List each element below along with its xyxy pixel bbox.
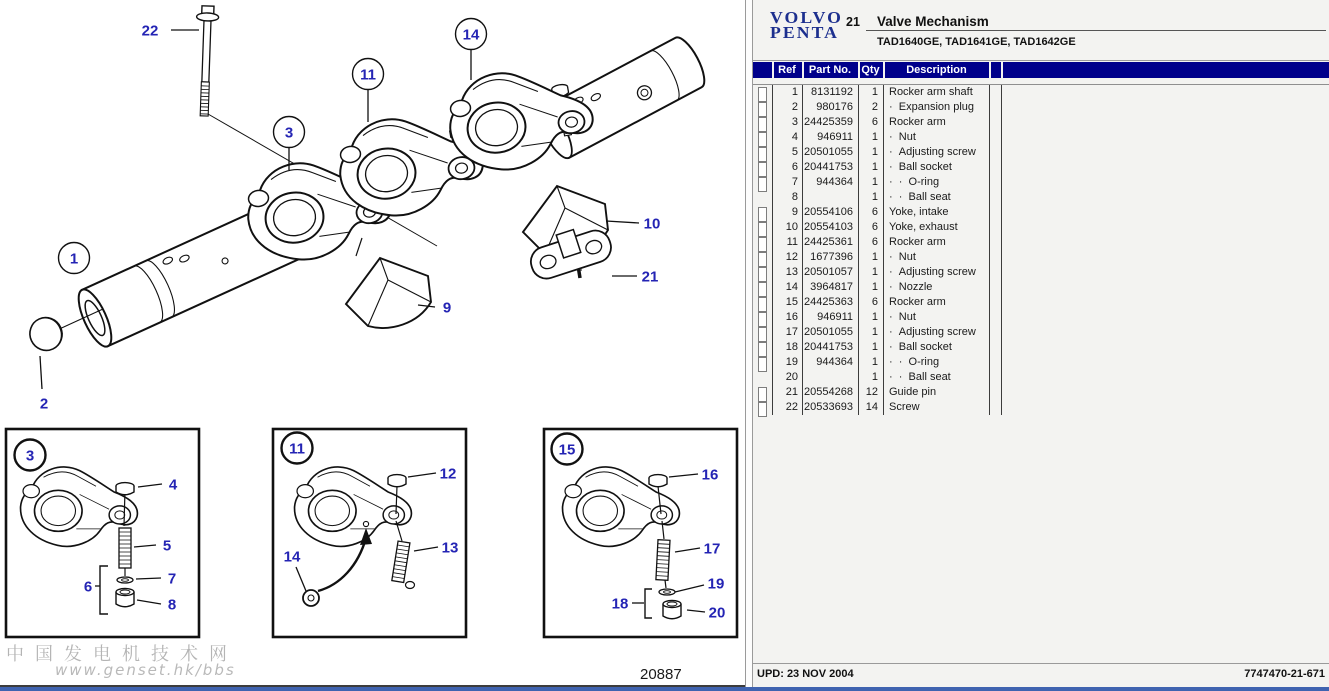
table-spacer-column bbox=[990, 85, 1002, 415]
footer-rule bbox=[753, 663, 1329, 664]
row-description: Rocker arm bbox=[883, 235, 990, 250]
row-ref: 10 bbox=[772, 220, 802, 235]
row-ref: 13 bbox=[772, 265, 802, 280]
row-qty: 6 bbox=[858, 115, 883, 130]
row-part-number: 944364 bbox=[802, 175, 858, 190]
row-description: · · O-ring bbox=[883, 175, 990, 190]
table-row bbox=[753, 145, 1013, 160]
row-qty: 14 bbox=[858, 400, 883, 415]
row-ref: 14 bbox=[772, 280, 802, 295]
row-qty: 1 bbox=[858, 280, 883, 295]
document-number: 7747470-21-671 bbox=[1244, 668, 1325, 680]
section-number: 21 bbox=[846, 15, 860, 29]
row-qty: 6 bbox=[858, 295, 883, 310]
row-part-number: 20501055 bbox=[802, 325, 858, 340]
row-part-number: 20501055 bbox=[802, 145, 858, 160]
row-ref: 6 bbox=[772, 160, 802, 175]
callout-label: 15 bbox=[558, 441, 576, 459]
callout-label: 10 bbox=[643, 215, 661, 233]
nozzle bbox=[303, 590, 319, 606]
row-qty: 1 bbox=[858, 370, 883, 385]
row-description: · Nut bbox=[883, 130, 990, 145]
row-description: Screw bbox=[883, 400, 990, 415]
row-description: · · Ball seat bbox=[883, 370, 990, 385]
row-checkbox[interactable] bbox=[758, 402, 767, 417]
callout-label: 14 bbox=[462, 26, 480, 44]
col-header-description: Description bbox=[906, 64, 967, 76]
row-qty: 1 bbox=[858, 310, 883, 325]
row-description: · Ball socket bbox=[883, 160, 990, 175]
callout-label: 19 bbox=[707, 575, 725, 593]
row-ref: 4 bbox=[772, 130, 802, 145]
table-row bbox=[753, 235, 1013, 250]
row-ref: 7 bbox=[772, 175, 802, 190]
row-ref: 3 bbox=[772, 115, 802, 130]
row-qty: 1 bbox=[858, 130, 883, 145]
row-ref: 18 bbox=[772, 340, 802, 355]
row-ref: 17 bbox=[772, 325, 802, 340]
table-row bbox=[753, 85, 1013, 100]
row-qty: 6 bbox=[858, 205, 883, 220]
callout-label: 6 bbox=[83, 578, 93, 596]
panel-divider bbox=[745, 0, 753, 691]
table-row bbox=[753, 115, 1013, 130]
row-ref: 19 bbox=[772, 355, 802, 370]
table-row bbox=[753, 220, 1013, 235]
row-description: Yoke, exhaust bbox=[883, 220, 990, 235]
watermark-text: 中国发电机技术网 bbox=[6, 644, 238, 665]
row-description: · · Ball seat bbox=[883, 190, 990, 205]
table-row bbox=[753, 250, 1013, 265]
table-row bbox=[753, 265, 1013, 280]
row-description: Rocker arm shaft bbox=[883, 85, 990, 100]
row-ref: 15 bbox=[772, 295, 802, 310]
callout-label: 16 bbox=[701, 466, 719, 484]
row-part-number: 20441753 bbox=[802, 340, 858, 355]
update-date: UPD: 23 NOV 2004 bbox=[757, 668, 854, 680]
row-qty: 1 bbox=[858, 355, 883, 370]
callout-leader bbox=[606, 221, 639, 223]
callout-label: 14 bbox=[283, 548, 301, 566]
row-part-number: 1677396 bbox=[802, 250, 858, 265]
row-description: Rocker arm bbox=[883, 295, 990, 310]
row-ref: 20 bbox=[772, 370, 802, 385]
callout-label: 9 bbox=[442, 299, 452, 317]
table-row bbox=[753, 340, 1013, 355]
callout-label: 8 bbox=[167, 596, 177, 614]
callout-label: 20 bbox=[708, 604, 726, 622]
callout-label: 5 bbox=[162, 537, 172, 555]
callout-label: 2 bbox=[39, 395, 49, 413]
table-row bbox=[753, 190, 1013, 205]
logo-line-penta: PENTA bbox=[770, 23, 840, 42]
row-ref: 5 bbox=[772, 145, 802, 160]
table-row bbox=[753, 295, 1013, 310]
row-ref: 16 bbox=[772, 310, 802, 325]
table-row bbox=[753, 370, 1013, 385]
callout-label: 4 bbox=[168, 476, 178, 494]
row-part-number bbox=[802, 370, 858, 385]
row-part-number: 944364 bbox=[802, 355, 858, 370]
table-row bbox=[753, 130, 1013, 145]
row-ref: 21 bbox=[772, 385, 802, 400]
row-qty: 1 bbox=[858, 340, 883, 355]
row-qty: 2 bbox=[858, 100, 883, 115]
ball-stud-stem bbox=[356, 238, 362, 256]
yoke-intake bbox=[346, 258, 431, 328]
callout-label: 22 bbox=[141, 22, 159, 40]
callout-label: 11 bbox=[360, 66, 376, 84]
row-description: · Adjusting screw bbox=[883, 325, 990, 340]
callout-label: 3 bbox=[25, 447, 35, 465]
flange-bolt bbox=[193, 6, 219, 117]
row-description: Guide pin bbox=[883, 385, 990, 400]
row-part-number: 20501057 bbox=[802, 265, 858, 280]
table-row bbox=[753, 175, 1013, 190]
row-part-number: 3964817 bbox=[802, 280, 858, 295]
row-description: Rocker arm bbox=[883, 115, 990, 130]
row-qty: 12 bbox=[858, 385, 883, 400]
row-part-number: 20554268 bbox=[802, 385, 858, 400]
row-ref: 1 bbox=[772, 85, 802, 100]
row-description: · Nut bbox=[883, 310, 990, 325]
table-row bbox=[753, 280, 1013, 295]
table-row bbox=[753, 325, 1013, 340]
row-ref: 9 bbox=[772, 205, 802, 220]
row-qty: 1 bbox=[858, 160, 883, 175]
table-row bbox=[753, 160, 1013, 175]
row-part-number: 20533693 bbox=[802, 400, 858, 415]
header-gap bbox=[1001, 62, 1003, 78]
watermark-url: www.genset.hk/bbs bbox=[55, 661, 236, 679]
bottom-accent-bar bbox=[0, 687, 1329, 691]
row-qty: 6 bbox=[858, 235, 883, 250]
title-rule bbox=[866, 30, 1326, 31]
table-row bbox=[753, 205, 1013, 220]
row-qty: 1 bbox=[858, 265, 883, 280]
row-part-number: 946911 bbox=[802, 130, 858, 145]
callout-label: 12 bbox=[439, 465, 457, 483]
row-description: Yoke, intake bbox=[883, 205, 990, 220]
row-qty: 1 bbox=[858, 145, 883, 160]
model-list: TAD1640GE, TAD1641GE, TAD1642GE bbox=[877, 36, 1076, 48]
col-header-ref: Ref bbox=[778, 64, 796, 76]
row-part-number: 8131192 bbox=[802, 85, 858, 100]
row-qty: 1 bbox=[858, 85, 883, 100]
parts-table-body bbox=[753, 85, 1013, 415]
parts-list-panel bbox=[753, 0, 1329, 691]
row-qty: 6 bbox=[858, 220, 883, 235]
row-description: · Nut bbox=[883, 250, 990, 265]
callout-label: 13 bbox=[441, 539, 459, 557]
row-ref: 12 bbox=[772, 250, 802, 265]
row-qty: 1 bbox=[858, 190, 883, 205]
row-part-number: 24425361 bbox=[802, 235, 858, 250]
table-row bbox=[753, 310, 1013, 325]
row-description: · Ball socket bbox=[883, 340, 990, 355]
row-description: · · O-ring bbox=[883, 355, 990, 370]
row-description: · Nozzle bbox=[883, 280, 990, 295]
callout-leader bbox=[40, 356, 42, 389]
page-title: Valve Mechanism bbox=[877, 14, 989, 29]
row-part-number: 24425359 bbox=[802, 115, 858, 130]
col-header-qty: Qty bbox=[861, 64, 880, 76]
callout-label: 1 bbox=[69, 250, 79, 268]
col-header-part: Part No. bbox=[808, 64, 852, 76]
table-row bbox=[753, 355, 1013, 370]
row-description: · Adjusting screw bbox=[883, 265, 990, 280]
row-ref: 11 bbox=[772, 235, 802, 250]
callout-label: 21 bbox=[641, 268, 659, 286]
row-part-number: 20554106 bbox=[802, 205, 858, 220]
row-ref: 8 bbox=[772, 190, 802, 205]
row-part-number: 20554103 bbox=[802, 220, 858, 235]
row-description: · Expansion plug bbox=[883, 100, 990, 115]
row-ref: 2 bbox=[772, 100, 802, 115]
row-part-number: 946911 bbox=[802, 310, 858, 325]
row-ref: 22 bbox=[772, 400, 802, 415]
table-top-rule bbox=[753, 60, 1329, 61]
table-header-bar bbox=[753, 62, 1329, 78]
row-qty: 1 bbox=[858, 250, 883, 265]
callout-label: 11 bbox=[289, 440, 305, 458]
row-part-number: 24425363 bbox=[802, 295, 858, 310]
volvo-penta-logo bbox=[770, 10, 843, 40]
expansion-plug bbox=[25, 312, 68, 355]
table-row bbox=[753, 400, 1013, 415]
figure-number: 20887 bbox=[640, 666, 682, 683]
row-part-number: 20441753 bbox=[802, 160, 858, 175]
row-qty: 1 bbox=[858, 175, 883, 190]
table-row bbox=[753, 100, 1013, 115]
row-qty: 1 bbox=[858, 325, 883, 340]
table-row bbox=[753, 385, 1013, 400]
callout-label: 17 bbox=[703, 540, 721, 558]
row-description: · Adjusting screw bbox=[883, 145, 990, 160]
callout-label: 7 bbox=[167, 570, 177, 588]
row-part-number: 980176 bbox=[802, 100, 858, 115]
callout-label: 18 bbox=[611, 595, 629, 613]
callout-label: 3 bbox=[284, 124, 294, 142]
row-part-number bbox=[802, 190, 858, 205]
logo-line-volvo: VOLVO bbox=[770, 8, 843, 27]
nozzle-hole bbox=[363, 521, 368, 526]
